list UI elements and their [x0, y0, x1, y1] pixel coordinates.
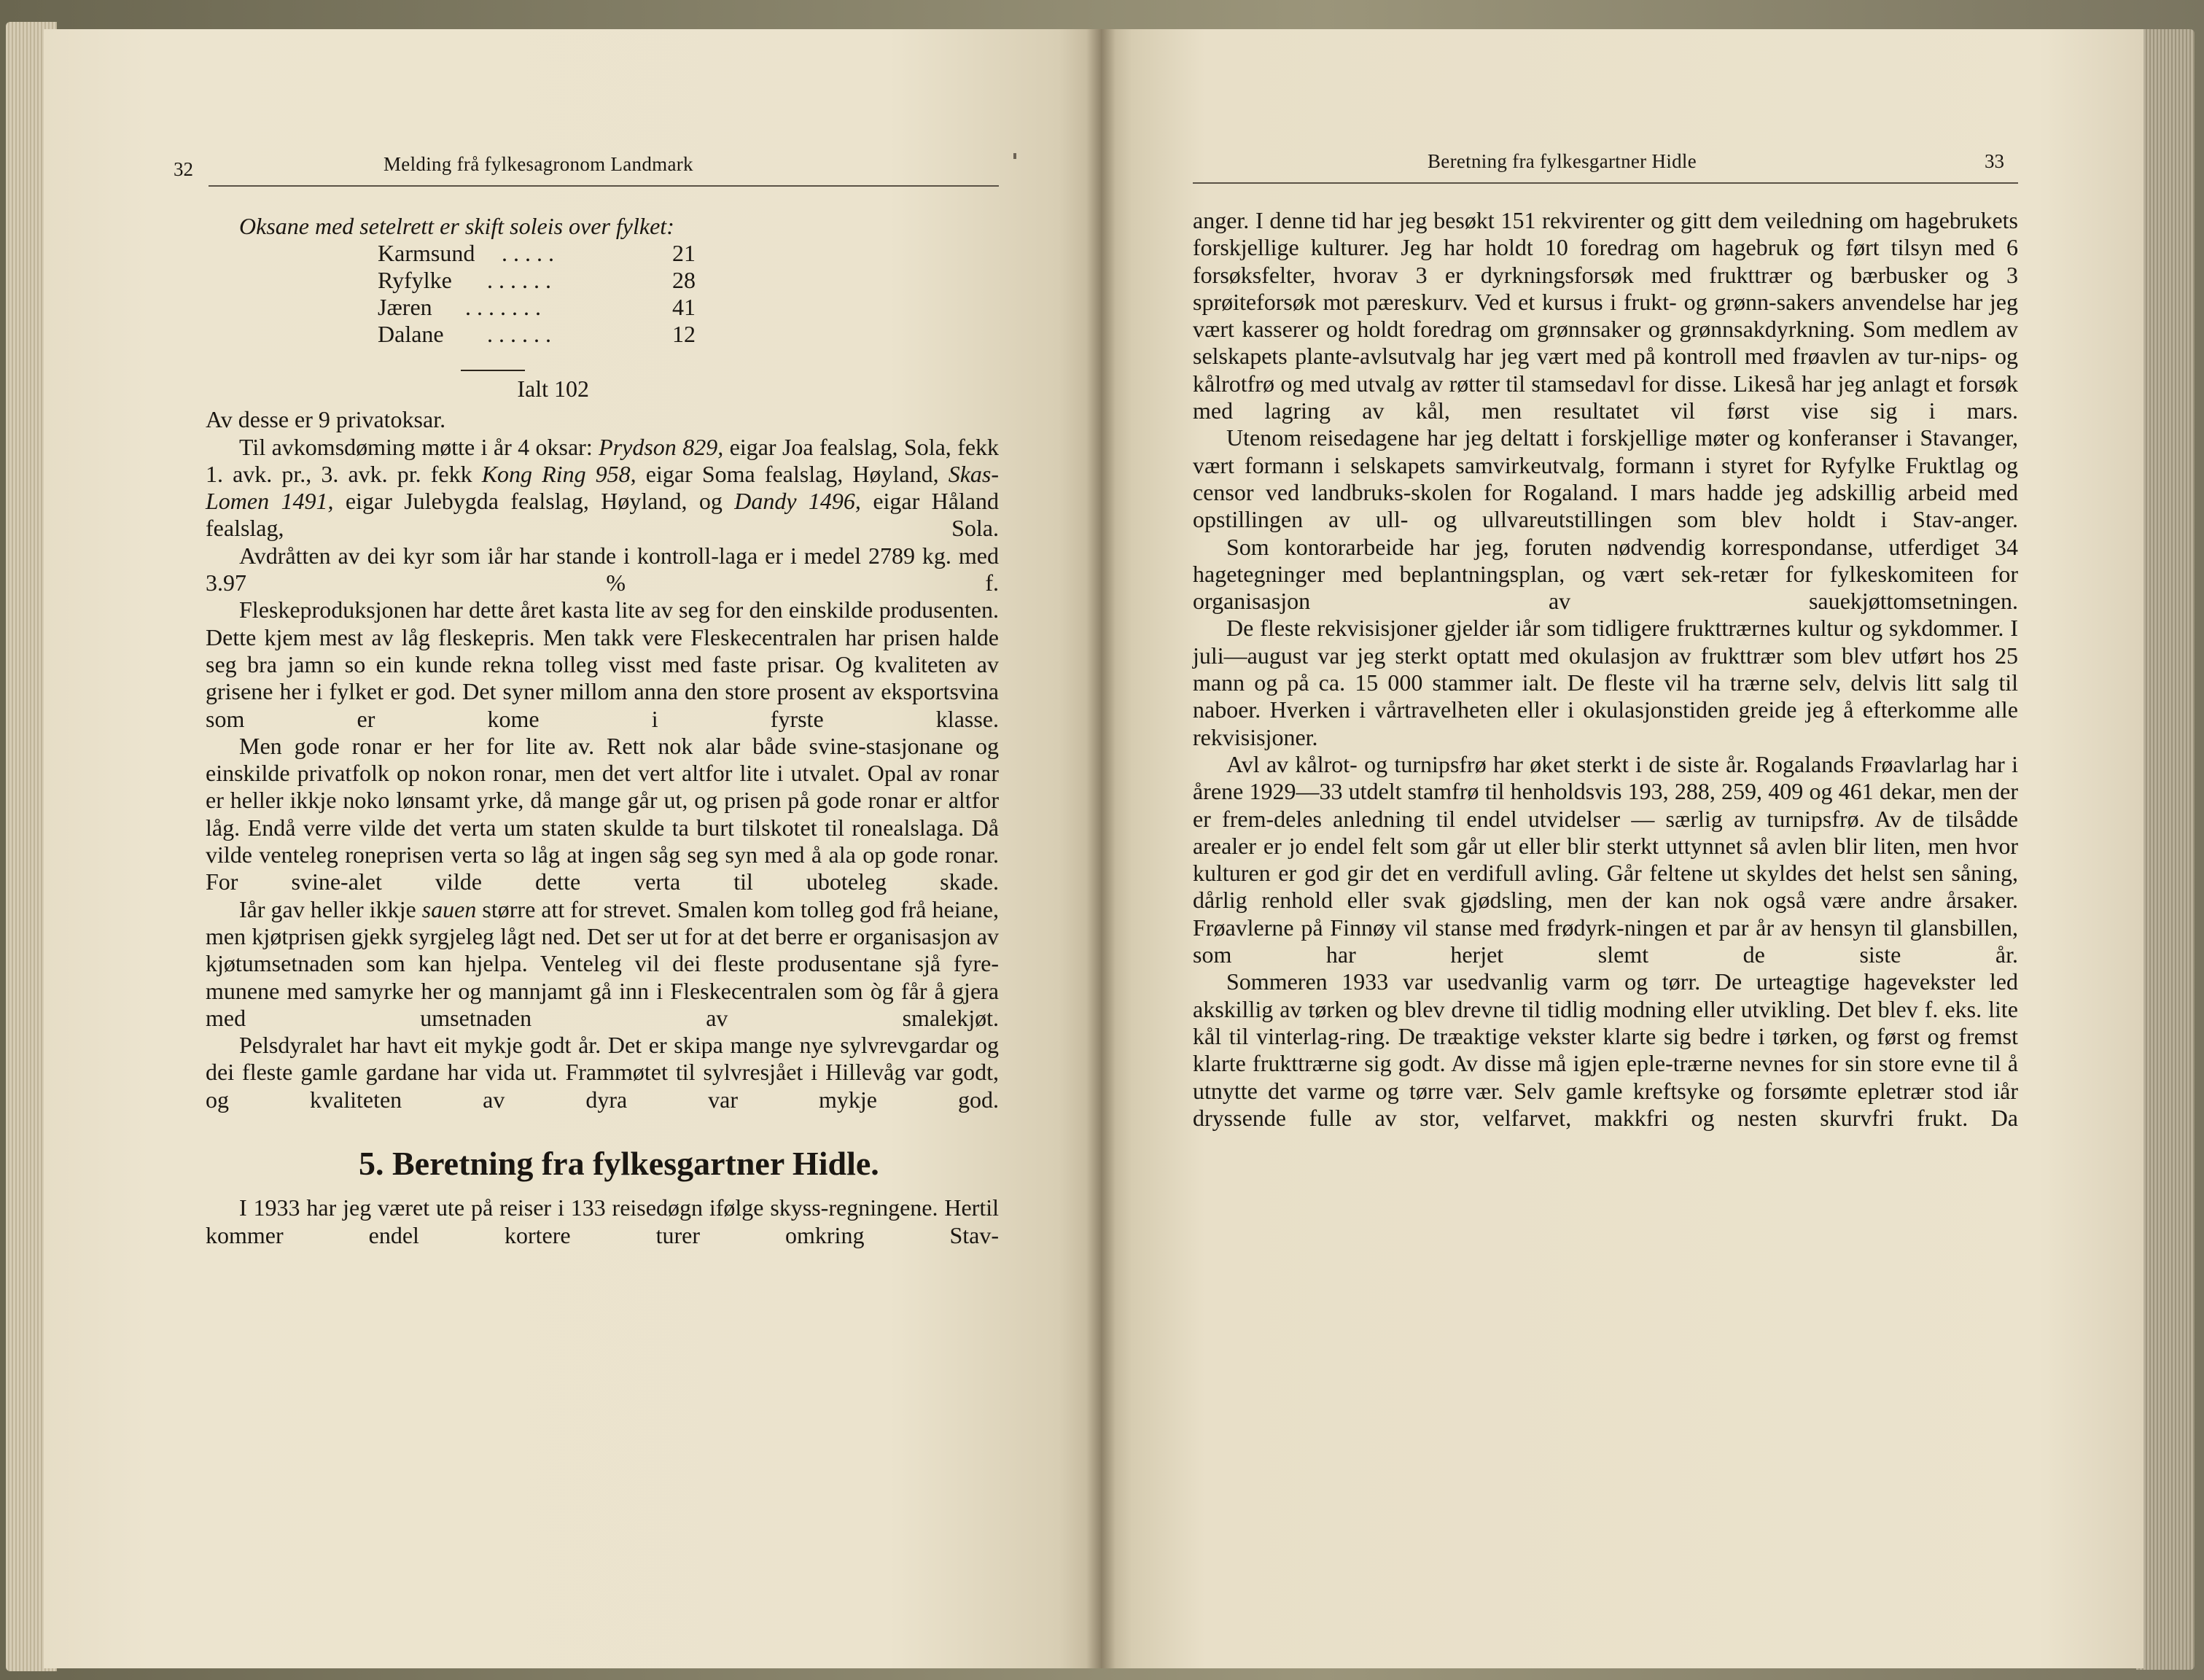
header-rule-right: [1193, 182, 2018, 184]
county-row: Jæren . . . . . . . 41: [378, 294, 696, 321]
county-row: Dalane . . . . . . 12: [378, 321, 696, 348]
paragraph: De fleste rekvisisjoner gjelder iår som tidligere frukttrærnes kultur og sykdommer. I juli—august var jeg sterkt optatt med okulasjon av frukttrær som blev utført hos 25 mann og på ca. 15 000 stammer ialt. De fleste vil ha trærne selv, delvis litt salg til naboer. Hverken i vårtravelheten eller i okulasjonstiden greide jeg å efterkomme alle rekvisisjoner.: [1193, 615, 2018, 750]
county-row: Ryfylke . . . . . . 28: [378, 267, 696, 294]
paragraph: Iår gav heller ikkje sauen større att for strevet. Smalen kom tolleg god frå heiane, men kjøtprisen gjekk syrgjeleg lågt ned. Det ser ut for at det berre er organisasjon av kjøtumsetnaden som kan hjelpa. Venteleg vil dei fleste produsentane sjå fyre-munene med samyrke her og mannjamt gå inn i Fleskecentralen som òg får å gjera med umsetnaden av smalekjøt.: [206, 895, 1000, 1031]
right-page: [1101, 29, 2143, 1668]
print-mark: [1013, 153, 1016, 159]
paragraph: Pelsdyralet har havt eit mykje godt år. Det er skipa mange nye sylvrevgardar og dei fleste gamle gardane har vida ut. Frammøtet til sylvresjået i Hillevåg var godt, og kvaliteten av dyra var mykje god.: [206, 1032, 999, 1113]
paragraph: Men gode ronar er her for lite av. Rett nok alar både svine-stasjonane og einskilde privatfolk op nokon ronar, men det vert altfor lite i utvalet. Opal av ronar er heller ikkje noko lønsamt yrke, då mange går ut, og prisen på gode ronar er altfor låg. Endå verre vilde det verta um staten skulde ta burt tilskotet til ronealslaga. Då vilde venteleg roneprisen verta so låg at ingen såg seg syn med å ala op gode ronar. For svine-alet vilde dette verta til uboteleg skade.: [206, 732, 999, 895]
running-head-right: Beretning fra fylkesgartner Hidle: [1428, 150, 1697, 172]
running-head-left: Melding frå fylkesagronom Landmark: [383, 153, 693, 175]
county-table: [206, 240, 999, 403]
paragraph: Fleskeproduksjonen har dette året kasta lite av seg for den einskilde produsenten. Dette kjem mest av låg fleskepris. Men takk vere Fleskecentralen har prisen halde seg bra jamn so ein kunde rekna tolleg visst med faste prisar. Og kvaliteten av grisene her i fylket er god. Det syner millom anna den store prosent av eksportsvina som er kome i fyrste klasse.: [206, 596, 999, 732]
page-edges-right: [2136, 29, 2195, 1670]
book-gutter: [1086, 29, 1115, 1668]
right-body-text: [1193, 207, 2018, 1132]
section-title: 5. Beretning fra fylkesgartner Hidle.: [359, 1145, 879, 1183]
paragraph: anger. I denne tid har jeg besøkt 151 rekvirenter og gitt dem veiledning om hagebrukets forskjellige kulturer. Jeg har holdt 10 foredrag om hagebruk og ført tilsyn med 6 forsøksfelter, hvorav 3 er dyrkningsforsøk med frukttrær og bærbusker og 3 sprøiteforsøk mot pæreskurv. Ved et kursus i frukt- og grønn-sakers anvendelse har jeg vært kasserer og holdt foredrag om grønnsaker og grønnsakdyrkning. Som medlem av selskapets plante-avlsutvalg har jeg vært med på kontroll med frøavlen av tur-nips- og kålrotfrø og med utvalg av røtter til stamsedavl for disse. Likeså har jeg anlagt et forsøk med lagring av kål, men resultatet vil først vise sig i mars.: [1193, 207, 2018, 424]
county-row: Karmsund . . . . . 21: [378, 240, 696, 267]
paragraph: I 1933 har jeg været ute på reiser i 133 reisedøgn ifølge skyss-regningene. Hertil kommer endel kortere turer omkring Stav-: [206, 1194, 999, 1248]
paragraph: Utenom reisedagene har jeg deltatt i forskjellige møter og konferanser i Stavanger, vært formann i selskapets samvirkeutvalg, formann i styret for Ryfylke Fruktlag og censor ved landbruks-skolen for Rogaland. I mars hadde jeg adskillig arbeid med opstillingen av ull- og ullvareutstillingen som blev holdt i Stav-anger.: [1193, 424, 2018, 533]
page-number-right: 33: [1985, 150, 2004, 172]
paragraph: Sommeren 1933 var usedvanlig varm og tørr. De urteagtige hagevekster led akskillig av tørken og blev drevne til tidlig modning eller utvikling. Det blev f. eks. lite kål til vinterlag-ring. De træaktige vekster klarte sig bedre i tørken, og først og fremst klarte frukttrærne sig godt. Av disse må igjen eple-trærne nevnes for sin store evne til å utnytte det varme og tørre vær. Selv gamle kreftsyke og forsømte epletrær stod iår dryssende fulle av stor, velfarvet, makkfri og nesten skurvfri frukt. Da: [1193, 968, 2018, 1131]
left-body-text: [206, 213, 999, 1249]
county-intro: Oksane med setelrett er skift soleis over fylket:: [239, 213, 674, 239]
paragraph: Avl av kålrot- og turnipsfrø har øket sterkt i de siste år. Rogalands Frøavlarlag har i årene 1929—33 utdelt stamfrø til henholdsvis 193, 288, 259, 409 og 461 dekar, men der er frem-deles anledning til endel utvidelser — særlig av turnipsfrø. Av de tilsådde arealer er jo endel felt som går ut eller blir sterkt uttynnet så avlen blir liten, men hvor kulturen er god gir det en verdifull avling. Går feltene ut skyldes det helst sen såning, dårlig renhold eller svak gjødsling, men der kan nok også være andre årsaker. Frøavlerne på Finnøy vil stanse med frødyrk-ningen et par år av hensyn til glansbillen, som har herjet slemt de siste år.: [1193, 750, 2018, 968]
paragraph: Til avkomsdøming møtte i år 4 oksar: Prydson 829, eigar Joa fealslag, Sola, fekk 1. avk. pr., 3. avk. pr. fekk Kong Ring 958, eigar Soma fealslag, Høyland, Skas-Lomen 1491, eigar Julebygda fealslag, Høyland, og Dandy 1496, eigar Håland fealslag, Sola.: [206, 433, 1000, 542]
header-rule-left: [209, 185, 999, 187]
paragraph: Avdråtten av dei kyr som iår har stande i kontroll-laga er i medel 2789 kg. med 3.97 % f.: [206, 542, 999, 596]
paragraph: Som kontorarbeide har jeg, foruten nødvendig korrespondanse, utferdiget 34 hagetegninger med beplantningsplan, og vært sek-retær for fylkeskomiteen for organisasjon av sauekjøttomsetningen.: [1193, 533, 2018, 615]
county-total: Ialt 102: [517, 376, 589, 402]
page-number-left: 32: [174, 158, 193, 180]
paragraph: Av desse er 9 privatoksar.: [206, 406, 446, 433]
sum-rule: [461, 370, 525, 371]
left-page: [44, 29, 1101, 1668]
